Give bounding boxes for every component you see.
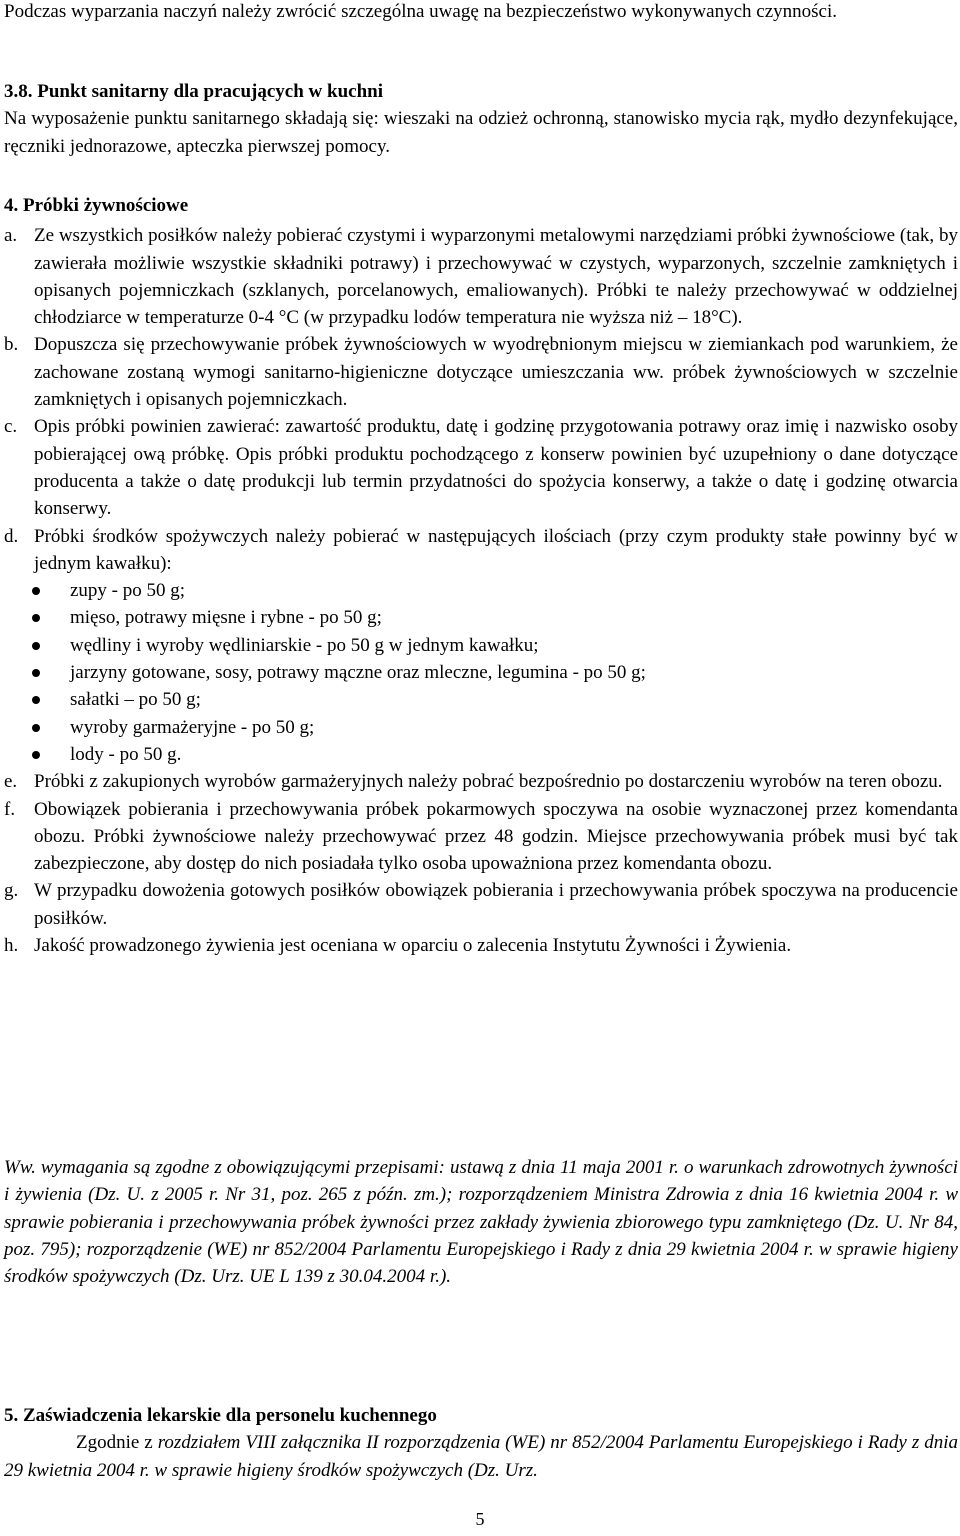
item-d-label: d. (4, 525, 19, 547)
item-c-label: c. (4, 416, 18, 438)
item-g-label: g. (4, 880, 19, 902)
section-3-8 (4, 78, 958, 160)
list-item: mięso, potrawy mięsne i rybne - po 50 g; (4, 604, 958, 631)
section-5 (4, 1402, 958, 1484)
section-5-text (4, 1429, 958, 1484)
bullet-icon (32, 724, 40, 732)
bullet-icon (32, 696, 40, 704)
list-item: wyroby garmażeryjne - po 50 g; (4, 714, 958, 741)
item-h-label: h. (4, 935, 19, 957)
item-e-text: Próbki z zakupionych wyrobów garmażeryjnych należy pobrać bezpośrednio po dostarczeniu wyrobów na teren obozu. (34, 771, 943, 793)
item-d (4, 523, 958, 578)
section-4 (4, 192, 958, 959)
item-b (4, 331, 958, 413)
item-e-label: e. (4, 771, 18, 793)
item-a-text: Ze wszystkich posiłków należy pobierać czystymi i wyparzonymi metalowymi narzędziami próbki żywnościowe (tak, by zawierała możliwie wszystkie składniki potrawy) i przechowywać w czystych, wyparzonych, szczelnie zamkniętych i opisanych pojemniczkach (szklanych, porcelanowych, emaliowanych). Próbki te należy przechowywać w oddzielnej chłodziarce w temperaturze 0-4 °C (w przypadku lodów temperatura nie wyższa niż – 18°C). (34, 225, 958, 329)
bullet-icon (32, 587, 40, 595)
intro-paragraph (4, 0, 958, 25)
list-item: zupy - po 50 g; (4, 577, 958, 604)
item-b-label: b. (4, 334, 19, 356)
list-item: sałatki – po 50 g; (4, 686, 958, 713)
item-h (4, 932, 958, 959)
item-g (4, 877, 958, 932)
item-e (4, 768, 958, 795)
bullet-icon (32, 642, 40, 650)
item-f (4, 796, 958, 878)
bullet-icon (32, 669, 40, 677)
section-3-8-heading: 3.8. Punkt sanitarny dla pracujących w kuchni (4, 81, 384, 102)
bullet-icon (32, 751, 40, 759)
section-4-heading: 4. Próbki żywnościowe (4, 195, 189, 216)
section-5-heading: 5. Zaświadczenia lekarskie dla personelu kuchennego (4, 1405, 437, 1426)
item-c-text: Opis próbki powinien zawierać: zawartość produktu, datę i godzinę przygotowania potrawy oraz imię i nazwisko osoby pobierającej ową próbkę. Opis próbki produktu pochodzącego z konserw powinien być uzupełniony o dane dotyczące producenta a także o datę produkcji lub termin przydatności do spożycia konserwy, a także o datę i godzinę otwarcia konserwy. (34, 416, 958, 520)
section-5-text-start: Zgodnie z (76, 1432, 158, 1454)
legal-note-text: Ww. wymagania są zgodne z obowiązującymi przepisami: ustawą z dnia 11 maja 2001 r. o warunkach zdrowotnych żywności i żywienia (Dz. U. z 2005 r. Nr 31, poz. 265 z późn. zm.); rozporządzeniem Ministra Zdrowia z dnia 16 kwietnia 2004 r. w sprawie pobierania i przechowywania próbek żywności przez zakłady żywienia zbiorowego typu zamkniętego (Dz. U. Nr 84, poz. 795); rozporządzenie (WE) nr 852/2004 Parlamentu Europejskiego i Rady z dnia 29 kwietnia 2004 r. w sprawie higieny środków spożywczych (Dz. Urz. UE L 139 z 30.04.2004 r.). (4, 1157, 958, 1288)
section-5-text-italic: rozdziałem VIII załącznika II rozporządzenia (WE) nr 852/2004 Parlamentu Europejskiego i Rady z dnia 29 kwietnia 2004 r. w sprawie higieny środków spożywczych (Dz. Urz. (4, 1432, 958, 1481)
legal-note (4, 1154, 958, 1290)
item-g-text: W przypadku dowożenia gotowych posiłków obowiązek pobierania i przechowywania próbek spoczywa na producencie posiłków. (34, 880, 958, 929)
item-h-text: Jakość prowadzonego żywienia jest oceniana w oparciu o zalecenia Instytutu Żywności i Żywienia. (34, 935, 792, 957)
section-3-8-text: Na wyposażenie punktu sanitarnego składają się: wieszaki na odzież ochronną, stanowisko mycia rąk, mydło dezynfekujące, ręczniki jednorazowe, apteczka pierwszej pomocy. (4, 108, 958, 157)
item-a (4, 222, 958, 331)
intro-text: Podczas wyparzania naczyń należy zwrócić szczególna uwagę na bezpieczeństwo wykonywanych czynności. (4, 1, 837, 22)
item-a-label: a. (4, 225, 18, 247)
list-item: jarzyny gotowane, sosy, potrawy mączne oraz mleczne, legumina - po 50 g; (4, 659, 958, 686)
list-item: lody - po 50 g. (4, 741, 958, 768)
item-f-label: f. (4, 798, 16, 820)
page-number: 5 (475, 1509, 485, 1529)
item-c (4, 413, 958, 522)
sample-amounts-list (4, 577, 958, 768)
item-f-text: Obowiązek pobierania i przechowywania próbek pokarmowych spoczywa na osobie wyznaczonej przez komendanta obozu. Próbki żywnościowe należy przechowywać przez 48 godzin. Miejsce przechowywania próbek musi być tak zabezpieczone, aby dostęp do nich posiadała tylko osoba upoważniona przez komendanta obozu. (34, 798, 958, 875)
bullet-icon (32, 614, 40, 622)
item-d-text: Próbki środków spożywczych należy pobierać w następujących ilościach (przy czym produkty stałe powinny być w jednym kawałku): (34, 525, 958, 574)
list-item: wędliny i wyroby wędliniarskie - po 50 g w jednym kawałku; (4, 632, 958, 659)
item-b-text: Dopuszcza się przechowywanie próbek żywnościowych w wyodrębnionym miejscu w ziemiankach pod warunkiem, że zachowane zostaną wymogi sanitarno-higieniczne dotyczące umieszczania ww. próbek żywnościowych w szczelnie zamkniętych i opisanych pojemniczkach. (34, 334, 958, 411)
